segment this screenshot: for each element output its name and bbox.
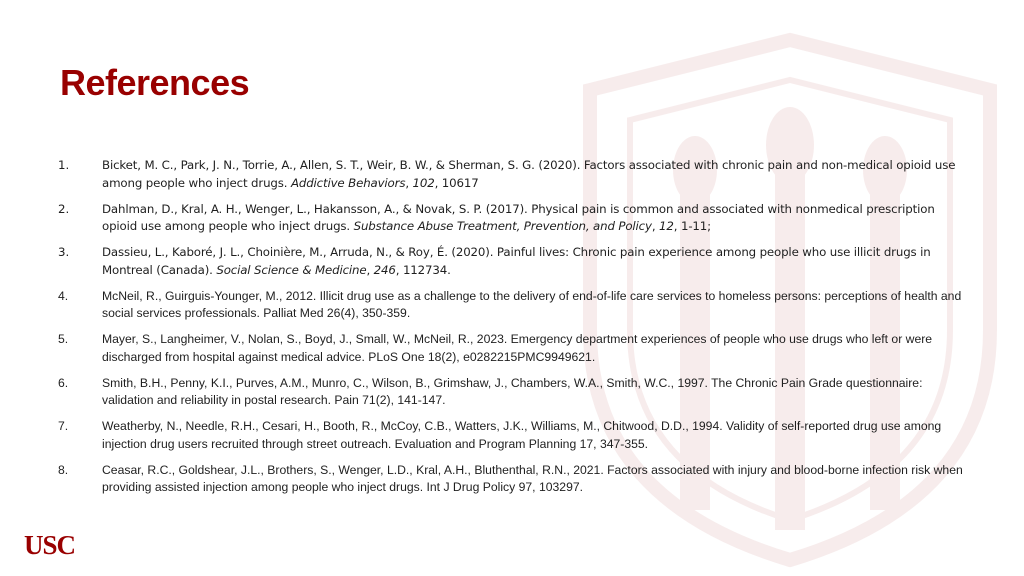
reference-list: [58, 157, 970, 505]
reference-number: 3.: [58, 245, 70, 259]
reference-text: Weatherby, N., Needle, R.H., Cesari, H., Booth, R., McCoy, C.B., Watters, J.K., Williams, M., Chitwood, D.D., 1994. Validity of self-reported drug use among injection drug users recruited through street outreach. Evaluation and Program Planning 17, 347-355.: [102, 419, 942, 451]
reference-text: [102, 157, 970, 192]
reference-number: 1.: [58, 158, 70, 172]
reference-item: [58, 244, 970, 279]
reference-item: [58, 331, 970, 366]
reference-number: 5.: [58, 332, 69, 346]
reference-item: [58, 201, 970, 236]
reference-sep: ,: [405, 175, 413, 190]
reference-sep: ,: [366, 262, 374, 277]
reference-item: [58, 462, 970, 497]
reference-text: Smith, B.H., Penny, K.I., Purves, A.M., Munro, C., Wilson, B., Grimshaw, J., Chambers, W.A., Smith, W.C., 1997. The Chronic Pain Grade questionnaire: validation and reliability in postal research. Pain 71(2), 141-147.: [102, 375, 923, 407]
reference-volume: 246: [373, 262, 396, 277]
reference-journal: Social Science & Medicine: [216, 262, 367, 277]
reference-text: McNeil, R., Guirguis-Younger, M., 2012. Illicit drug use as a challenge to the delivery of end-of-life care services to homeless persons: perceptions of health and social services professionals. Palliat Med 26(4), 350-359.: [102, 288, 962, 320]
reference-number: 2.: [58, 201, 70, 216]
reference-pages: , 112734.: [395, 262, 451, 277]
reference-text: Ceasar, R.C., Goldshear, J.L., Brothers, S., Wenger, L.D., Kral, A.H., Bluthenthal, R.N., 2021. Factors associated with injury and blood-borne infection risk when providing assisted injection among people who inject drugs. Int J Drug Policy 97, 103297.: [102, 462, 963, 494]
reference-number: 8.: [58, 462, 69, 477]
reference-journal: Addictive Behaviors: [290, 175, 406, 190]
reference-text: Mayer, S., Langheimer, V., Nolan, S., Boyd, J., Small, W., McNeil, R., 2023. Emergency department experiences of people who use drugs who left or were discharged from hospital against medical advice. PLoS One 18(2), e0282215PMC9949621.: [102, 332, 933, 364]
reference-number: 4.: [58, 288, 69, 303]
reference-item: [58, 157, 970, 192]
reference-text: [102, 201, 970, 236]
reference-item: [58, 288, 970, 323]
reference-volume: 102: [412, 175, 435, 190]
reference-volume: 12: [659, 219, 674, 233]
reference-item: [58, 375, 970, 410]
reference-body: Dahlman, D., Kral, A. H., Wenger, L., Hakansson, A., & Novak, S. P. (2017). Physical pain is common and associated with nonmedical prescription opioid use among people who inject drugs.: [102, 201, 935, 233]
reference-sep: ,: [651, 219, 660, 233]
usc-logo: USC: [24, 530, 76, 560]
reference-number: 7.: [58, 419, 69, 433]
reference-number: 6.: [58, 375, 69, 390]
reference-text: [102, 244, 970, 279]
reference-body: Dassieu, L., Kaboré, J. L., Choinière, M., Arruda, N., & Roy, É. (2020). Painful lives: Chronic pain experience among people who use illicit drugs in Montreal (Canada).: [102, 245, 931, 277]
reference-item: [58, 418, 970, 453]
page-title: References: [60, 62, 250, 103]
reference-journal: Substance Abuse Treatment, Prevention, and Policy: [353, 219, 652, 233]
reference-pages: , 1-11;: [673, 219, 711, 233]
reference-body: Bicket, M. C., Park, J. N., Torrie, A., Allen, S. T., Weir, B. W., & Sherman, S. G. (2020). Factors associated with chronic pain and non-medical opioid use among people who inject drugs.: [102, 158, 956, 190]
reference-pages: , 10617: [434, 175, 479, 190]
